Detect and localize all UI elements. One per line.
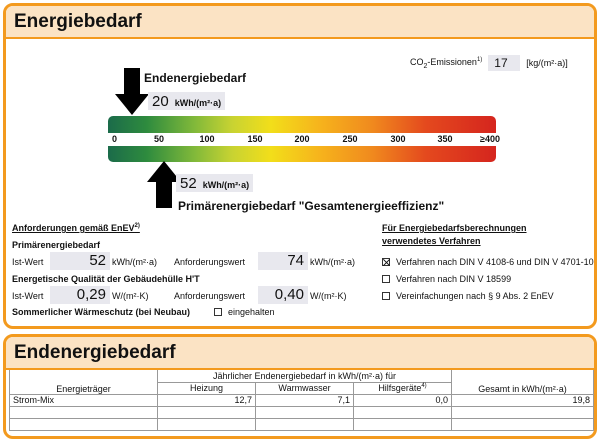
scale-tick: 150: [247, 134, 263, 144]
section-title: Energiebedarf: [14, 10, 142, 32]
anforderungswert-unit: kWh/(m²·a): [310, 257, 355, 267]
sommer-label: Sommerlicher Wärmeschutz (bei Neubau): [12, 307, 191, 317]
table-row: [10, 394, 594, 406]
scale-tick: 350: [437, 134, 453, 144]
cell-empty: [10, 418, 158, 430]
ht-ist-unit: W/(m²·K): [112, 291, 149, 301]
cell-empty: [354, 418, 452, 430]
primaerenergie-unit: kWh/(m²·a): [202, 180, 250, 190]
ist-wert-label: Ist-Wert: [12, 257, 44, 267]
scale-tick: 200: [294, 134, 310, 144]
scale-tick: 100: [199, 134, 215, 144]
ht-anforderungswert-label: Anforderungswert: [174, 291, 246, 301]
cell-empty: [158, 418, 256, 430]
verfahren-option-3[interactable]: [382, 291, 554, 301]
verfahren-option-2-label: Verfahren nach DIN V 18599: [396, 274, 512, 284]
table-row: [10, 406, 594, 418]
endenergie-table: [9, 370, 594, 431]
verfahren-checkbox[interactable]: [382, 292, 390, 300]
scale-tick: 0: [112, 134, 118, 144]
scale-tick: ≥400: [480, 134, 500, 144]
cell-empty: [452, 418, 594, 430]
cell-traeger: Strom-Mix: [10, 394, 158, 406]
cell-warmwasser: 7,1: [256, 394, 354, 406]
primaerenergie-label: Primärenergiebedarf "Gesamtenergieeffizienz": [178, 199, 445, 213]
cell-empty: [256, 406, 354, 418]
anforderungswert-value: 74: [258, 252, 308, 270]
ht-heading: Energetische Qualität der Gebäudehülle H'T: [12, 274, 200, 284]
section-title: Endenergiebedarf: [14, 341, 176, 363]
verfahren-option-3-label: Vereinfachungen nach § 9 Abs. 2 EnEV: [396, 291, 554, 301]
table-row: [10, 418, 594, 430]
prim-requirement-heading: Primärenergiebedarf: [12, 240, 101, 250]
sommer-checkbox-row[interactable]: [214, 307, 275, 317]
anforderungswert-label: Anforderungswert: [174, 257, 246, 267]
endenergie-unit: kWh/(m²·a): [174, 98, 222, 108]
col-gesamt: Gesamt in kWh/(m²·a): [452, 370, 594, 394]
scale-tick: 50: [153, 134, 165, 144]
cell-empty: [452, 406, 594, 418]
endenergie-label: Endenergiebedarf: [144, 71, 247, 85]
ist-wert-value: 52: [50, 252, 110, 270]
ist-wert-unit: kWh/(m²·a): [112, 257, 157, 267]
cell-gesamt: 19,8: [452, 394, 594, 406]
co2-emissions-row: [410, 55, 568, 71]
col-energietraeger: Energieträger: [10, 370, 158, 394]
col-group-header: Jährlicher Endenergiebedarf in kWh/(m²·a) für: [158, 370, 452, 382]
col-warmwasser: Warmwasser: [256, 382, 354, 394]
cell-empty: [10, 406, 158, 418]
panel-header: [6, 6, 594, 39]
primaerenergie-value-box: [176, 174, 253, 192]
energy-scale-bar: [108, 116, 500, 162]
verfahren-heading-1: Für Energiebedarfsberechnungen: [382, 223, 527, 233]
ht-anforderungswert-unit: W/(m²·K): [310, 291, 347, 301]
cell-empty: [256, 418, 354, 430]
verfahren-heading-2: verwendetes Verfahren: [382, 236, 481, 246]
verfahren-option-1[interactable]: [382, 257, 594, 267]
energiebedarf-panel: [3, 3, 597, 329]
co2-value: 17: [488, 55, 520, 71]
table-header-row: [10, 370, 594, 382]
ht-ist-label: Ist-Wert: [12, 291, 44, 301]
ht-anforderungswert-value: 0,40: [258, 286, 308, 304]
sommer-checkbox-label: eingehalten: [228, 307, 275, 317]
co2-unit: [kg/(m²·a)]: [526, 58, 568, 68]
verfahren-option-1-label: Verfahren nach DIN V 4108-6 und DIN V 4701-10: [396, 257, 594, 267]
ht-ist-value: 0,29: [50, 286, 110, 304]
cell-empty: [158, 406, 256, 418]
cell-empty: [354, 406, 452, 418]
primaerenergie-value: 52: [180, 175, 197, 192]
cell-hilfs: 0,0: [354, 394, 452, 406]
verfahren-checkbox-checked[interactable]: [382, 258, 390, 266]
cell-heizung: 12,7: [158, 394, 256, 406]
co2-label: $CO_2-Emissionen^{1)}$: [410, 56, 483, 70]
scale-tick: 250: [342, 134, 358, 144]
endenergie-value: 20: [152, 93, 169, 110]
verfahren-option-2[interactable]: [382, 274, 511, 284]
sommer-checkbox[interactable]: [214, 308, 222, 316]
endenergie-value-box: [148, 92, 225, 110]
panel-header: [6, 337, 594, 370]
scale-tick: 300: [390, 134, 406, 144]
col-hilfsgeraete: Hilfsgeräte$^{4)}$: [354, 382, 452, 394]
requirements-heading: Anforderungen gemäß EnEV$^{2)}$: [12, 223, 140, 233]
endenergiebedarf-panel: [3, 334, 597, 439]
col-heizung: Heizung: [158, 382, 256, 394]
verfahren-checkbox[interactable]: [382, 275, 390, 283]
